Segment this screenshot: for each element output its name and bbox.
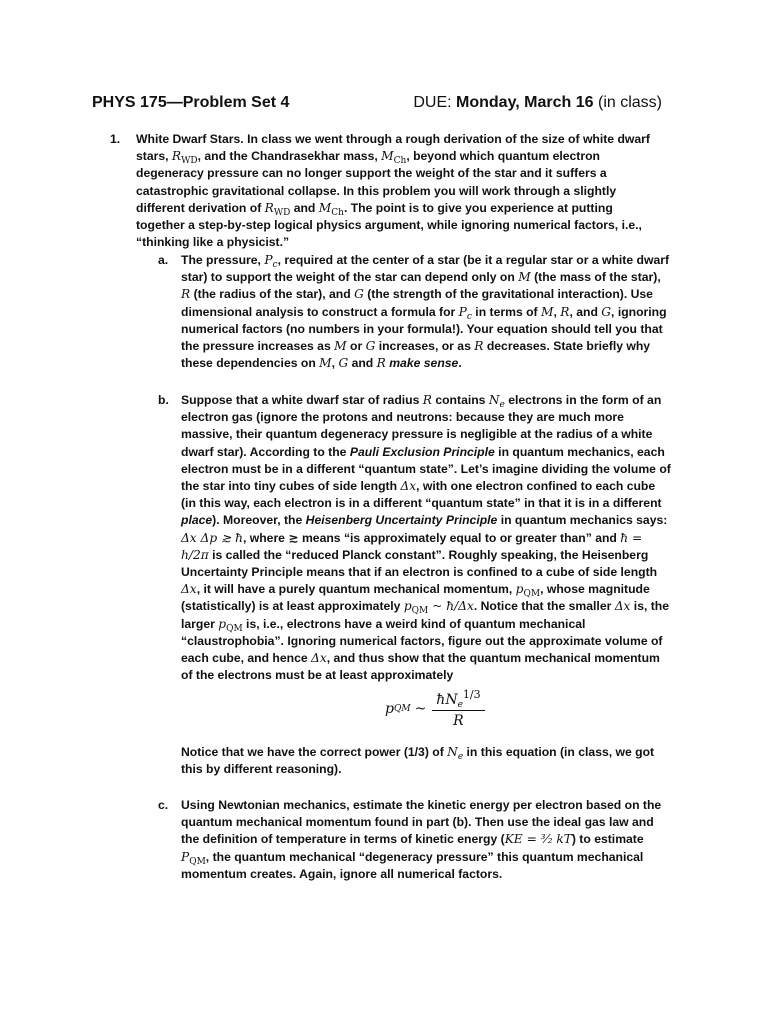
- page-header: [92, 94, 662, 112]
- problem-title: White Dwarf Stars: [136, 132, 241, 146]
- part-c: [158, 797, 678, 883]
- part-letter: b.: [158, 393, 169, 407]
- part-c-text: Using Newtonian mechanics, estimate the kinetic energy per electron based on the quantum mechanical momentum found in part (b). Then use the ideal gas law and the definition of temperature in terms of kinetic energy (KE = ³⁄₂ kT) to estimate $P_{QM}$, the quantum mechanical “degeneracy pressure” this quantum mechanical momentum creates. Again, ignore all numerical factors.: [181, 798, 662, 881]
- part-b-conclusion: [158, 744, 678, 778]
- emphasis-ignoring: Ignoring numerical factors: [287, 633, 442, 648]
- part-a-text: The pressure, $P_c$, required at the center of a star (be it a regular star or a white dwarf star) to support the weight of the star can depend only on M (the mass of the star), R (the radius of the star), and G (the strength of the gravitational interaction). Use dimensional analysis to construct a formula for $P_c$ in terms of M, R, and G, ignoring numerical factors (no numbers in your formula!). Your equation should tell you that the pressure increases as M or G increases, or as R decreases. State briefly why these dependencies on M, G and R make sense.: [181, 253, 670, 371]
- part-b-after-text: Notice that we have the correct power (1/3) of $N_e$ in this equation (in class, we got this by different reasoning).: [181, 745, 655, 777]
- due-date: Monday, March 16: [456, 94, 594, 111]
- problem-1-text: White Dwarf Stars. In class we went through a rough derivation of the size of white dwarf stars, $R_{WD}$, and the Chandrasekhar mass, $M_{Ch}$, beyond which quantum electron degeneracy pressure can no longer support the weight of the star and it suffers a catastrophic gravitational collapse. In this problem you will work through a slightly different derivation of $R_{WD}$ and $M_{Ch}$. The point is to give you experience at putting together a step-by-step logical physics argument, while ignoring numerical factors, i.e., “thinking like a physicist.”: [136, 132, 650, 250]
- problem-1: [112, 131, 652, 251]
- part-letter: a.: [158, 253, 169, 267]
- part-b-text: Suppose that a white dwarf star of radius R contains $N_e$ electrons in the form of an electron gas (ignore the protons and neutrons: because they are much more massive, their quantum degeneracy pressure is negligible at the radius of a white dwarf star). According to the Pauli Exclusion Principle in quantum mechanics, each electron must be in a different “quantum state”. Let’s imagine dividing the volume of the star into tiny cubes of side length Δx, with one electron confined to each cube (in this way, each electron is in a different “quantum state” in that it is in a different place). Moreover, the Heisenberg Uncertainty Principle in quantum mechanics says: Δx Δp ≳ ħ, where ≳ means “is approximately equal to or greater than” and ħ = h/2π is called the “reduced Planck constant”. Roughly speaking, the Heisenberg Uncertainty Principle means that if an electron is confined to a cube of side length Δx, it will have a purely quantum mechanical momentum, $p_{QM}$, whose magnitude (statistically) is at least approximately $p_{QM}$ ~ ħ/Δx. Notice that the smaller Δx is, the larger $p_{QM}$ is, i.e., electrons have a weird kind of quantum mechanical “claustrophobia”. Ignoring numerical factors, figure out the approximate volume of each cube, and hence Δx, and thus show that the quantum mechanical momentum of the electrons must be at least approximately: [181, 393, 671, 683]
- problem-number: 1.: [110, 132, 121, 146]
- part-a: [158, 252, 678, 372]
- due-note: (in class): [597, 94, 662, 111]
- momentum-equation: p QM ~ $\frac{ħN_e^{1/3}}{R}$: [385, 688, 485, 729]
- course-title: PHYS 175—Problem Set 4: [92, 94, 290, 111]
- equation-numerator: $ħN_e^{1/3}$: [432, 688, 484, 711]
- due-label: DUE:: [413, 94, 452, 111]
- due-line: [413, 94, 662, 112]
- part-letter: c.: [158, 798, 169, 812]
- emphasis-ignoring: ignoring numerical factors: [181, 304, 667, 336]
- equation-denominator: R: [453, 713, 464, 729]
- equation-fraction: [432, 688, 484, 729]
- part-b: [158, 392, 678, 684]
